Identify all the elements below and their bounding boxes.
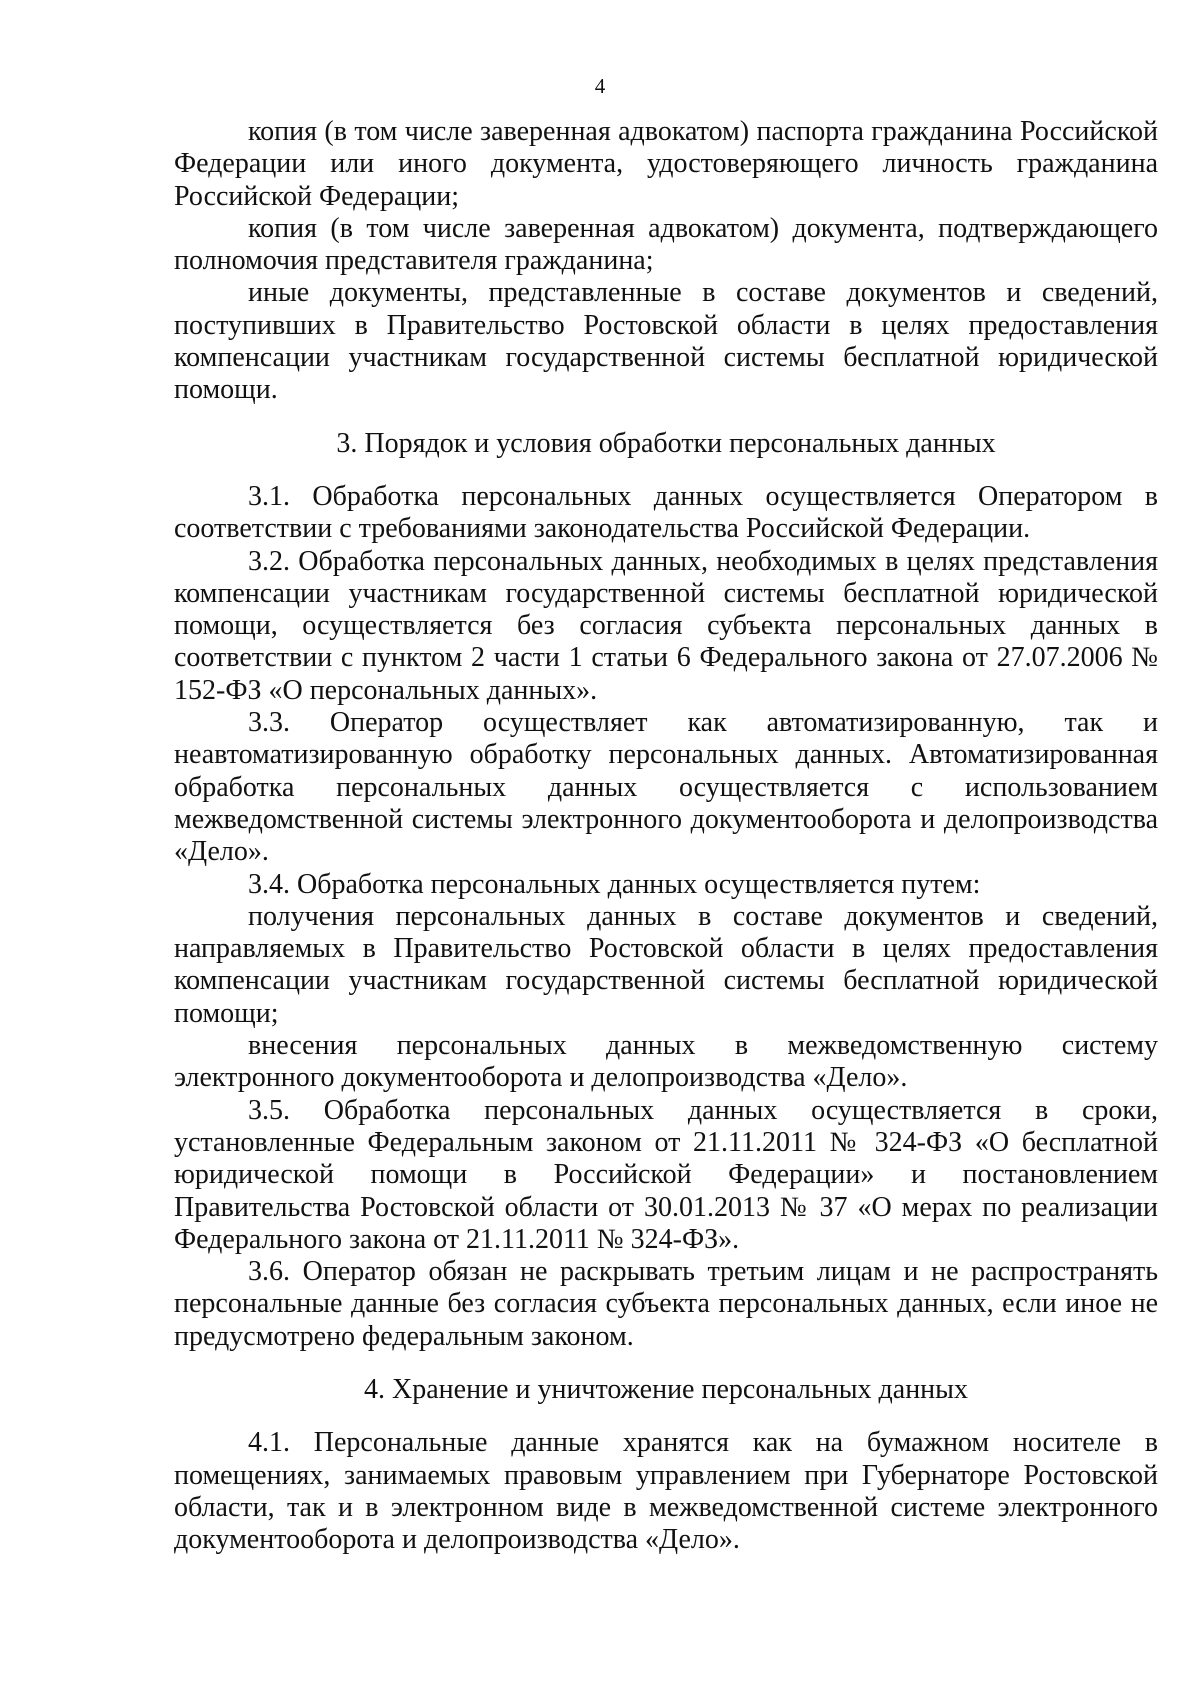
- document-body: [174, 116, 1158, 1556]
- spacer: [174, 407, 1158, 428]
- paragraph-3-4-entering: внесения персональных данных в межведомственную систему электронного документооборота и делопроизводства «Дело».: [174, 1030, 1158, 1094]
- page-number: 4: [594, 74, 606, 98]
- spacer: [174, 460, 1158, 481]
- paragraph-3-4: 3.4. Обработка персональных данных осуществляется путем:: [248, 868, 981, 900]
- section-4-heading: 4. Хранение и уничтожение персональных данных: [364, 1373, 968, 1405]
- section-3-heading: 3. Порядок и условия обработки персональных данных: [336, 427, 996, 459]
- paragraph-other-documents: иные документы, представленные в составе документов и сведений, поступивших в Правительство Ростовской области в целях предоставления компенсации участникам государственной системы бесплатной юридической помощи.: [174, 277, 1158, 406]
- paragraph-3-2: 3.2. Обработка персональных данных, необходимых в целях представления компенсации участникам государственной системы бесплатной юридической помощи, осуществляется без согласия субъекта персональных данных в соответствии с пунктом 2 части 1 статьи 6 Федерального закона от 27.07.2006 № 152-ФЗ «О персональных данных».: [174, 545, 1158, 706]
- paragraph-3-6: 3.6. Оператор обязан не раскрывать третьим лицам и не распространять персональные данные без согласия субъекта персональных данных, если иное не предусмотрено федеральным законом.: [174, 1256, 1158, 1352]
- spacer: [174, 1353, 1158, 1374]
- spacer: [174, 1406, 1158, 1427]
- paragraph-4-1: 4.1. Персональные данные хранятся как на бумажном носителе в помещениях, занимаемых правовым управлением при Губернаторе Ростовской области, так и в электронном виде в межведомственной системе электронного документооборота и делопроизводства «Дело».: [174, 1427, 1158, 1556]
- paragraph-3-4-receiving: получения персональных данных в составе документов и сведений, направляемых в Правительство Ростовской области в целях предоставления компенсации участникам государственной системы бесплатной юридической помощи;: [174, 900, 1158, 1029]
- paragraph-authority-copy: копия (в том числе заверенная адвокатом) документа, подтверждающего полномочия представителя гражданина;: [174, 212, 1158, 277]
- paragraph-3-3: 3.3. Оператор осуществляет как автоматизированную, так и неавтоматизированную обработку персональных данных. Автоматизированная обработка персональных данных осуществляется с использованием межведомственной системы электронного документооборота и делопроизводства «Дело».: [174, 707, 1158, 868]
- paragraph-3-5: 3.5. Обработка персональных данных осуществляется в сроки, установленные Федеральным законом от 21.11.2011 № 324-ФЗ «О бесплатной юридической помощи в Российской Федерации» и постановлением Правительства Ростовской области от 30.01.2013 № 37 «О мерах по реализации Федерального закона от 21.11.2011 № 324-ФЗ».: [174, 1094, 1158, 1255]
- paragraph-3-1: 3.1. Обработка персональных данных осуществляется Оператором в соответствии с требованиями законодательства Российской Федерации.: [174, 480, 1158, 545]
- paragraph-passport-copy: копия (в том числе заверенная адвокатом) паспорта гражданина Российской Федерации или иного документа, удостоверяющего личность гражданина Российской Федерации;: [174, 116, 1158, 212]
